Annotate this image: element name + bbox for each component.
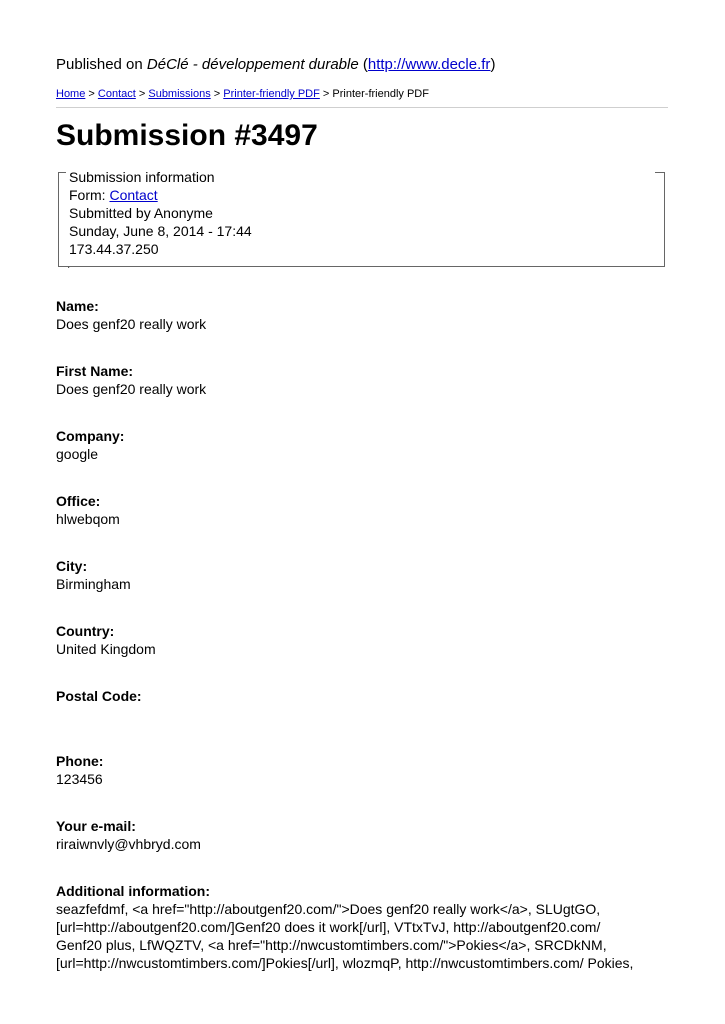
field-country xyxy=(56,622,668,687)
submission-info-lines xyxy=(69,168,252,258)
page-title: Submission #3497 xyxy=(56,119,318,152)
form-contact-link[interactable]: Contact xyxy=(109,187,158,203)
field-label: Company: xyxy=(56,428,125,444)
field-label: Office: xyxy=(56,493,101,509)
breadcrumb-contact-link[interactable]: Contact xyxy=(97,88,136,100)
field-value: riraiwnvly@vhbryd.com xyxy=(56,836,201,852)
close-paren: ) xyxy=(490,56,496,73)
field-label: Name: xyxy=(56,298,99,314)
field-phone xyxy=(56,752,668,817)
submission-info-legend: Submission information xyxy=(69,169,215,185)
stray-dot: · xyxy=(67,262,71,273)
field-city xyxy=(56,557,668,622)
field-value: United Kingdom xyxy=(56,641,156,657)
published-prefix: Published on xyxy=(56,56,147,73)
breadcrumb-home-link[interactable]: Home xyxy=(56,88,86,100)
published-on-line xyxy=(56,55,495,75)
fieldset-border-left xyxy=(58,172,66,173)
breadcrumb-pdf-link[interactable]: Printer-friendly PDF xyxy=(223,88,320,100)
field-office xyxy=(56,492,668,557)
breadcrumb-submissions-link[interactable]: Submissions xyxy=(148,88,211,100)
breadcrumb-separator: > xyxy=(210,88,224,100)
field-value: Does genf20 really work xyxy=(56,381,207,397)
field-label: Country: xyxy=(56,623,115,639)
field-label: City: xyxy=(56,558,88,574)
field-value: Does genf20 really work xyxy=(56,316,207,332)
breadcrumb-separator: > xyxy=(85,88,98,100)
field-value: 123456 xyxy=(56,771,103,787)
field-postal-code xyxy=(56,687,668,752)
field-value: seazfefdmf, <a href="http://aboutgenf20.com/">Does genf20 really work</a>, SLUgtGO, [url=http://aboutgenf20.com/]Genf20 does it work[/url], VTtxTvJ, http://aboutgenf20.com/ Genf20 plus, LfWQZTV, <a href="http://nwcustomtimbers.com/">Pokies</a>, SRCDkNM, [url=http://nwcustomtimbers.com/]Pokies[/url], wlozmqP, http://nwcustomtimbers.com/ Pokies, xyxy=(56,901,634,971)
breadcrumb-separator: > xyxy=(135,88,149,100)
field-label: Postal Code: xyxy=(56,688,142,704)
field-name xyxy=(56,297,668,362)
field-label: First Name: xyxy=(56,363,134,379)
site-url-link[interactable]: http://www.decle.fr xyxy=(367,56,491,73)
form-label: Form: xyxy=(69,187,110,203)
field-value: Birmingham xyxy=(56,576,131,592)
submission-ip: 173.44.37.250 xyxy=(69,241,159,257)
submission-fields xyxy=(56,297,668,972)
submitted-by: Submitted by Anonyme xyxy=(69,205,213,221)
submission-info-fieldset xyxy=(58,169,665,267)
site-name: DéClé - développement durable xyxy=(146,56,359,73)
field-label: Your e-mail: xyxy=(56,818,136,834)
breadcrumb xyxy=(56,87,429,101)
open-paren: ( xyxy=(358,56,368,73)
fieldset-border-right xyxy=(655,172,665,173)
breadcrumb-current: Printer-friendly PDF xyxy=(332,88,429,100)
header-divider xyxy=(56,107,668,108)
field-company xyxy=(56,427,668,492)
field-first-name xyxy=(56,362,668,427)
breadcrumb-separator: > xyxy=(319,88,333,100)
field-additional-information xyxy=(56,882,668,972)
submission-form-line xyxy=(69,186,252,204)
field-value: hlwebqom xyxy=(56,511,120,527)
field-label: Phone: xyxy=(56,753,104,769)
field-email xyxy=(56,817,668,882)
field-label: Additional information: xyxy=(56,883,210,899)
field-value: google xyxy=(56,446,99,462)
submission-date: Sunday, June 8, 2014 - 17:44 xyxy=(69,223,252,239)
